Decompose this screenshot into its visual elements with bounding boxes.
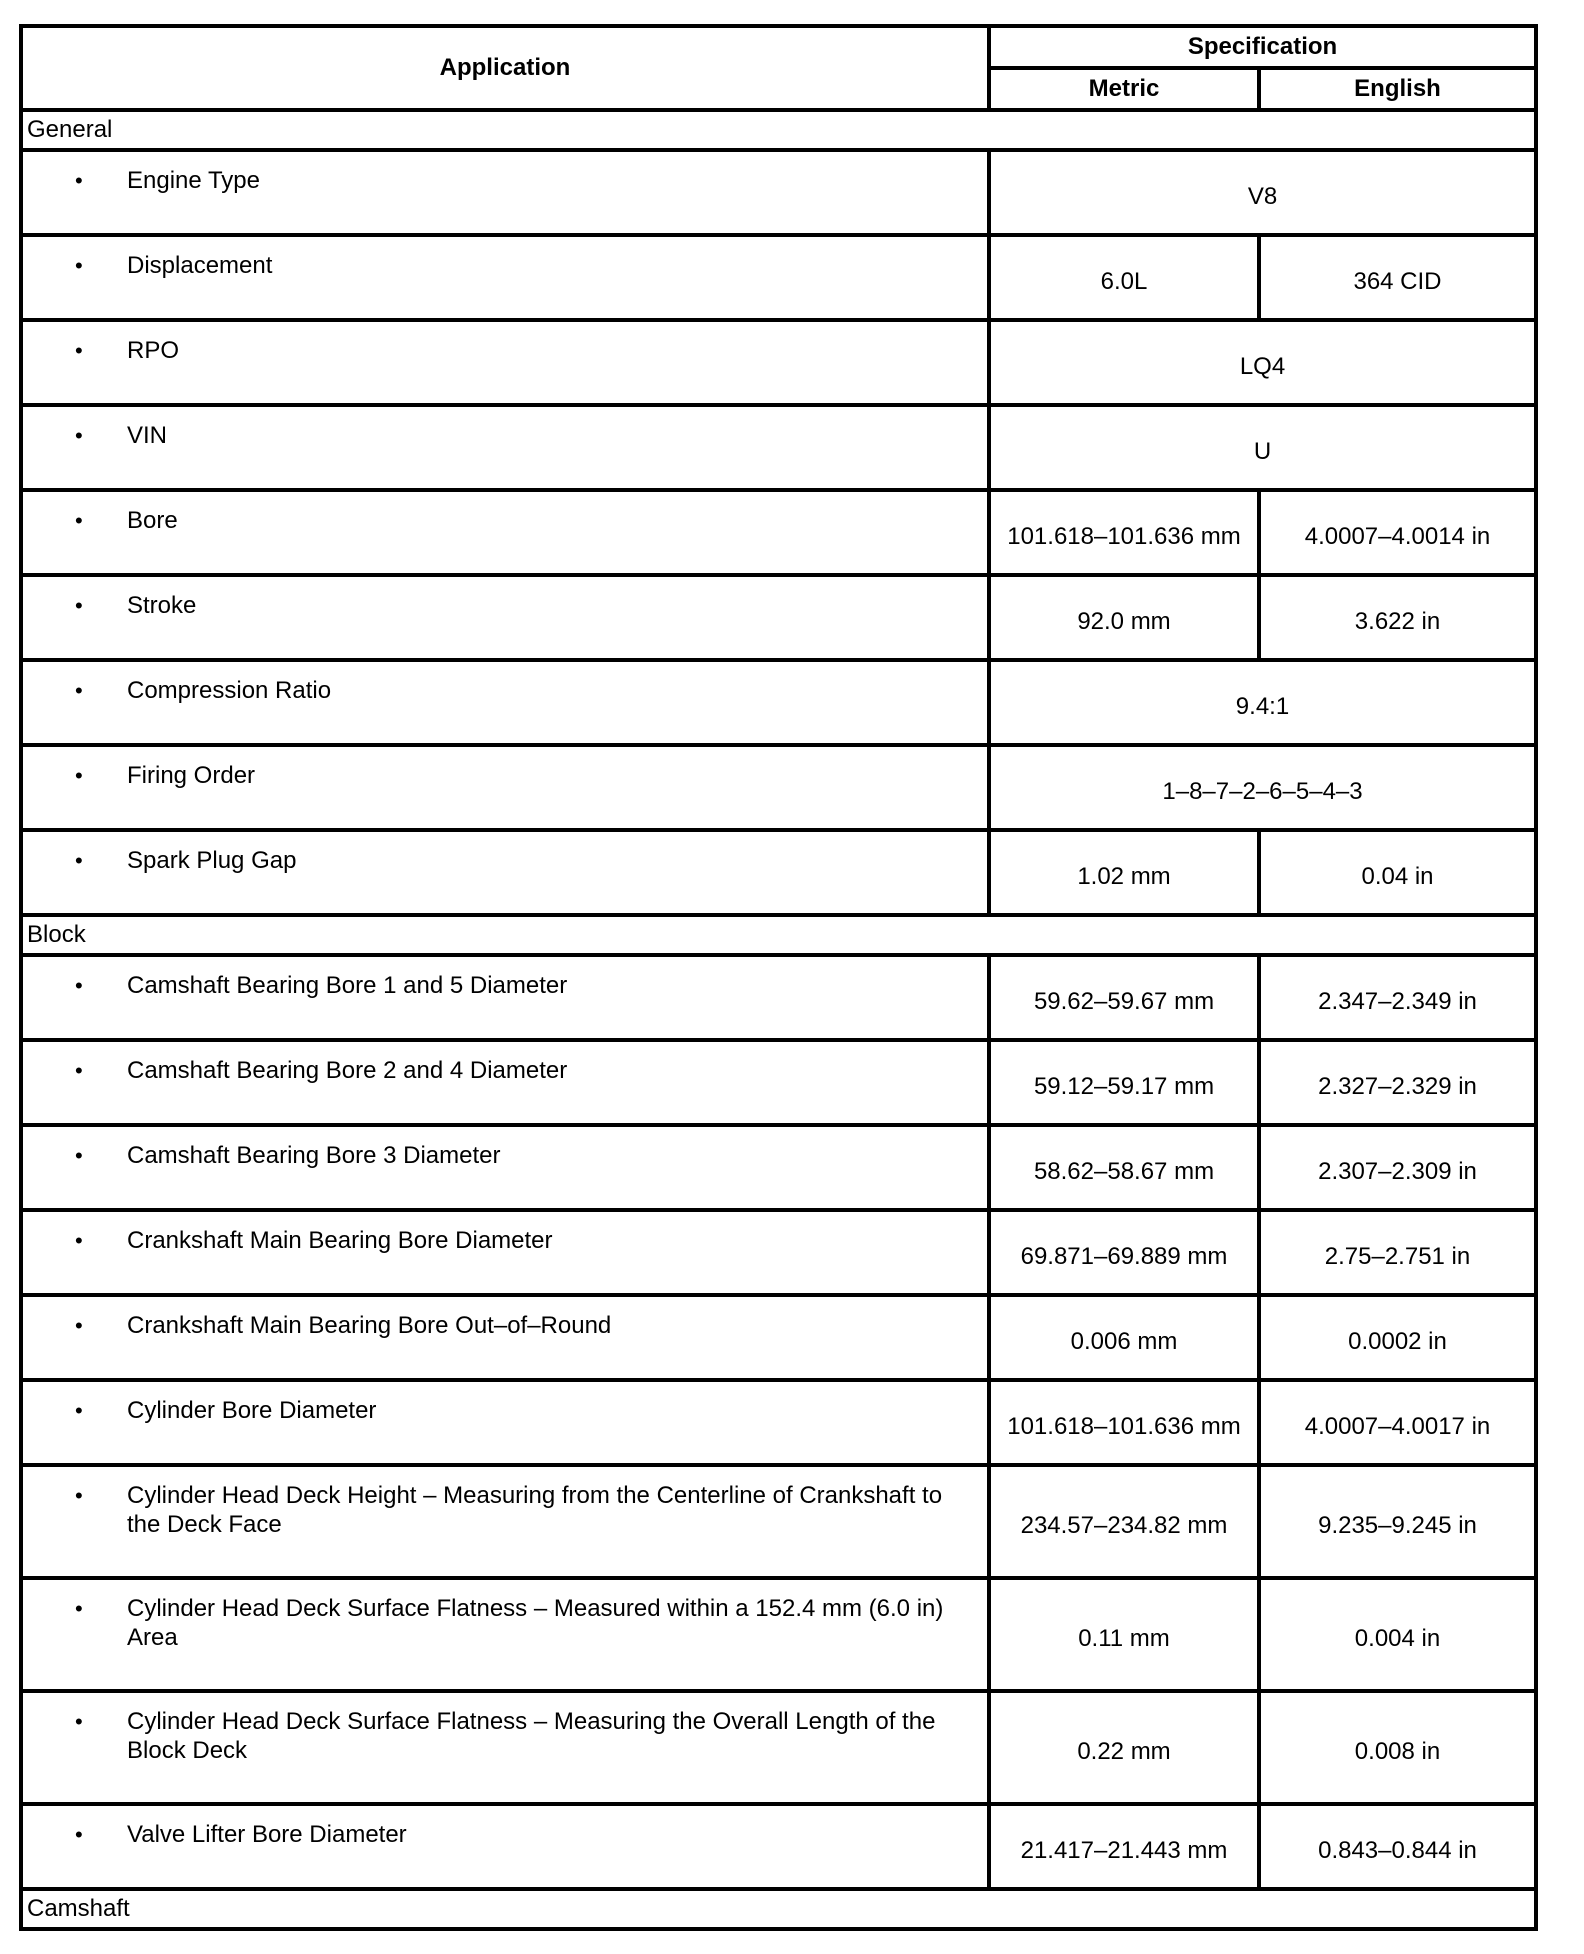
bullet-icon: • xyxy=(75,338,83,363)
spec-value-english: 2.327–2.329 in xyxy=(1259,1040,1536,1125)
bullet-icon: • xyxy=(75,1143,83,1168)
application-cell xyxy=(21,575,989,660)
application-cell xyxy=(21,745,989,830)
bullet-icon: • xyxy=(75,763,83,788)
application-cell xyxy=(21,1465,989,1578)
header-specification: Specification xyxy=(989,26,1536,68)
section-row xyxy=(21,110,1536,150)
spec-value-metric: 21.417–21.443 mm xyxy=(989,1804,1259,1889)
application-cell xyxy=(21,405,989,490)
bullet-icon: • xyxy=(75,168,83,193)
table-row xyxy=(21,575,1536,660)
bullet-icon: • xyxy=(75,1596,83,1621)
bullet-icon: • xyxy=(75,973,83,998)
bullet-icon: • xyxy=(75,1398,83,1423)
application-label: Displacement xyxy=(127,252,273,279)
spec-value-metric: 59.62–59.67 mm xyxy=(989,955,1259,1040)
application-cell xyxy=(21,1125,989,1210)
section-label: General xyxy=(21,110,1536,150)
spec-value-metric: 0.11 mm xyxy=(989,1578,1259,1691)
spec-value-english: 2.75–2.751 in xyxy=(1259,1210,1536,1295)
application-cell xyxy=(21,1040,989,1125)
bullet-icon: • xyxy=(75,678,83,703)
application-label: Camshaft Bearing Bore 2 and 4 Diameter xyxy=(127,1057,568,1084)
spec-value-english: 364 CID xyxy=(1259,235,1536,320)
spec-value-metric: 58.62–58.67 mm xyxy=(989,1125,1259,1210)
table-row xyxy=(21,150,1536,235)
engine-spec-table xyxy=(19,24,1538,1931)
spec-value-metric: 234.57–234.82 mm xyxy=(989,1465,1259,1578)
spec-value-english: 4.0007–4.0017 in xyxy=(1259,1380,1536,1465)
spec-value-english: 2.347–2.349 in xyxy=(1259,955,1536,1040)
table-row xyxy=(21,1040,1536,1125)
section-row xyxy=(21,915,1536,955)
section-label: Block xyxy=(21,915,1536,955)
spec-value-combined: 9.4:1 xyxy=(989,660,1536,745)
bullet-icon: • xyxy=(75,1313,83,1338)
table-row xyxy=(21,955,1536,1040)
header-application: Application xyxy=(21,26,989,110)
application-label: Engine Type xyxy=(127,167,260,194)
application-label: Crankshaft Main Bearing Bore Diameter xyxy=(127,1227,553,1254)
application-cell xyxy=(21,1295,989,1380)
bullet-icon: • xyxy=(75,848,83,873)
application-label: Compression Ratio xyxy=(127,677,332,704)
spec-value-metric: 101.618–101.636 mm xyxy=(989,1380,1259,1465)
bullet-icon: • xyxy=(75,1822,83,1847)
application-label: Cylinder Head Deck Height – Measuring from the Centerline of Crankshaft to the Deck Face xyxy=(127,1482,943,1538)
spec-value-metric: 6.0L xyxy=(989,235,1259,320)
spec-value-english: 0.008 in xyxy=(1259,1691,1536,1804)
bullet-icon: • xyxy=(75,1058,83,1083)
spec-value-metric: 101.618–101.636 mm xyxy=(989,490,1259,575)
bullet-icon: • xyxy=(75,1228,83,1253)
spec-value-combined: 1–8–7–2–6–5–4–3 xyxy=(989,745,1536,830)
bullet-icon: • xyxy=(75,593,83,618)
table-row xyxy=(21,1380,1536,1465)
table-row xyxy=(21,235,1536,320)
table-row xyxy=(21,320,1536,405)
spec-value-combined: LQ4 xyxy=(989,320,1536,405)
spec-value-english: 0.04 in xyxy=(1259,830,1536,915)
application-label: Bore xyxy=(127,507,178,534)
spec-value-metric: 0.22 mm xyxy=(989,1691,1259,1804)
spec-value-english: 9.235–9.245 in xyxy=(1259,1465,1536,1578)
table-row xyxy=(21,745,1536,830)
spec-value-english: 3.622 in xyxy=(1259,575,1536,660)
table-row xyxy=(21,1210,1536,1295)
bullet-icon: • xyxy=(75,1483,83,1508)
application-cell xyxy=(21,1691,989,1804)
application-label: Valve Lifter Bore Diameter xyxy=(127,1821,407,1848)
table-row xyxy=(21,1691,1536,1804)
application-cell xyxy=(21,1380,989,1465)
application-cell xyxy=(21,1804,989,1889)
application-label: Camshaft Bearing Bore 1 and 5 Diameter xyxy=(127,972,568,999)
table-row xyxy=(21,1465,1536,1578)
application-label: Stroke xyxy=(127,592,197,619)
application-cell xyxy=(21,1578,989,1691)
spec-sheet xyxy=(19,24,1538,1931)
table-row xyxy=(21,1125,1536,1210)
header-metric: Metric xyxy=(989,68,1259,110)
application-label: Cylinder Bore Diameter xyxy=(127,1397,377,1424)
spec-value-metric: 59.12–59.17 mm xyxy=(989,1040,1259,1125)
spec-value-english: 0.843–0.844 in xyxy=(1259,1804,1536,1889)
application-cell xyxy=(21,150,989,235)
section-label: Camshaft xyxy=(21,1889,1536,1929)
application-label: Camshaft Bearing Bore 3 Diameter xyxy=(127,1142,501,1169)
table-row xyxy=(21,660,1536,745)
spec-value-combined: U xyxy=(989,405,1536,490)
table-row xyxy=(21,490,1536,575)
bullet-icon: • xyxy=(75,253,83,278)
application-cell xyxy=(21,490,989,575)
application-label: Firing Order xyxy=(127,762,256,789)
section-row xyxy=(21,1889,1536,1929)
table-row xyxy=(21,830,1536,915)
application-cell xyxy=(21,1210,989,1295)
spec-value-metric: 69.871–69.889 mm xyxy=(989,1210,1259,1295)
spec-table-body xyxy=(21,110,1536,1929)
bullet-icon: • xyxy=(75,423,83,448)
application-label: RPO xyxy=(127,337,180,364)
application-label: Crankshaft Main Bearing Bore Out–of–Round xyxy=(127,1312,612,1339)
spec-value-english: 4.0007–4.0014 in xyxy=(1259,490,1536,575)
spec-value-metric: 92.0 mm xyxy=(989,575,1259,660)
application-label: Cylinder Head Deck Surface Flatness – Measuring the Overall Length of the Block Deck xyxy=(127,1708,936,1764)
spec-value-metric: 0.006 mm xyxy=(989,1295,1259,1380)
application-label: Spark Plug Gap xyxy=(127,847,297,874)
application-cell xyxy=(21,830,989,915)
application-cell xyxy=(21,235,989,320)
table-row xyxy=(21,1804,1536,1889)
header-english: English xyxy=(1259,68,1536,110)
table-row xyxy=(21,1295,1536,1380)
application-cell xyxy=(21,955,989,1040)
spec-value-metric: 1.02 mm xyxy=(989,830,1259,915)
application-label: VIN xyxy=(127,422,168,449)
table-row xyxy=(21,1578,1536,1691)
spec-value-combined: V8 xyxy=(989,150,1536,235)
table-row xyxy=(21,405,1536,490)
spec-value-english: 2.307–2.309 in xyxy=(1259,1125,1536,1210)
spec-value-english: 0.004 in xyxy=(1259,1578,1536,1691)
spec-value-english: 0.0002 in xyxy=(1259,1295,1536,1380)
application-cell xyxy=(21,660,989,745)
bullet-icon: • xyxy=(75,508,83,533)
application-cell xyxy=(21,320,989,405)
application-label: Cylinder Head Deck Surface Flatness – Measured within a 152.4 mm (6.0 in) Area xyxy=(127,1595,944,1651)
bullet-icon: • xyxy=(75,1709,83,1734)
